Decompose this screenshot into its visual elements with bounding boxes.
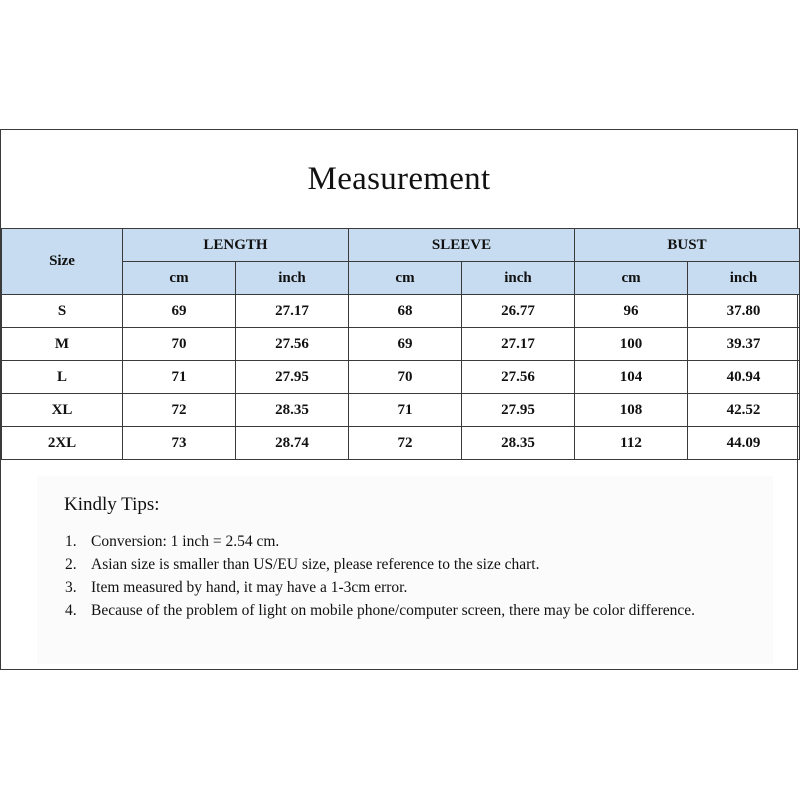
group-header-bust: BUST (575, 229, 800, 262)
value-cell: 26.77 (462, 295, 575, 328)
value-cell: 39.37 (688, 328, 800, 361)
measurement-card (0, 129, 798, 670)
tip-number: 4. (65, 602, 77, 619)
tips-panel (37, 476, 773, 664)
tip-number: 3. (65, 579, 77, 596)
value-cell: 37.80 (688, 295, 800, 328)
unit-header: inch (688, 262, 800, 295)
unit-header: inch (236, 262, 349, 295)
value-cell: 70 (123, 328, 236, 361)
value-cell: 27.56 (462, 361, 575, 394)
size-column-header: Size (2, 229, 123, 295)
table-row (2, 427, 800, 460)
value-cell: 112 (575, 427, 688, 460)
unit-header: inch (462, 262, 575, 295)
size-table-body (2, 295, 800, 460)
value-cell: 96 (575, 295, 688, 328)
value-cell: 104 (575, 361, 688, 394)
value-cell: 27.95 (462, 394, 575, 427)
value-cell: 108 (575, 394, 688, 427)
tip-text: Asian size is smaller than US/EU size, please reference to the size chart. (91, 556, 540, 573)
size-cell: L (2, 361, 123, 394)
value-cell: 27.56 (236, 328, 349, 361)
table-row (2, 295, 800, 328)
value-cell: 72 (349, 427, 462, 460)
value-cell: 28.35 (462, 427, 575, 460)
table-row (2, 328, 800, 361)
size-cell: 2XL (2, 427, 123, 460)
unit-header: cm (575, 262, 688, 295)
value-cell: 72 (123, 394, 236, 427)
size-cell: S (2, 295, 123, 328)
tip-text: Because of the problem of light on mobile phone/computer screen, there may be color difference. (91, 602, 695, 619)
size-table (1, 228, 800, 460)
list-item (65, 530, 705, 553)
tip-number: 2. (65, 556, 77, 573)
size-cell: M (2, 328, 123, 361)
value-cell: 100 (575, 328, 688, 361)
value-cell: 71 (349, 394, 462, 427)
value-cell: 40.94 (688, 361, 800, 394)
value-cell: 69 (123, 295, 236, 328)
value-cell: 27.17 (236, 295, 349, 328)
tips-list (65, 530, 705, 622)
tip-text: Item measured by hand, it may have a 1-3cm error. (91, 579, 408, 596)
value-cell: 69 (349, 328, 462, 361)
size-cell: XL (2, 394, 123, 427)
value-cell: 28.35 (236, 394, 349, 427)
value-cell: 27.95 (236, 361, 349, 394)
list-item (65, 576, 705, 599)
table-row (2, 361, 800, 394)
tips-title: Kindly Tips: (64, 494, 160, 515)
list-item (65, 599, 705, 622)
size-table-header (2, 229, 800, 295)
value-cell: 70 (349, 361, 462, 394)
value-cell: 42.52 (688, 394, 800, 427)
value-cell: 73 (123, 427, 236, 460)
value-cell: 68 (349, 295, 462, 328)
value-cell: 27.17 (462, 328, 575, 361)
value-cell: 71 (123, 361, 236, 394)
value-cell: 44.09 (688, 427, 800, 460)
tip-number: 1. (65, 533, 77, 550)
value-cell: 28.74 (236, 427, 349, 460)
list-item (65, 553, 705, 576)
table-row (2, 394, 800, 427)
page-title: Measurement (307, 160, 491, 197)
tip-text: Conversion: 1 inch = 2.54 cm. (91, 533, 280, 550)
group-header-sleeve: SLEEVE (349, 229, 575, 262)
header-row-groups (2, 229, 800, 262)
unit-header: cm (349, 262, 462, 295)
unit-header: cm (123, 262, 236, 295)
group-header-length: LENGTH (123, 229, 349, 262)
